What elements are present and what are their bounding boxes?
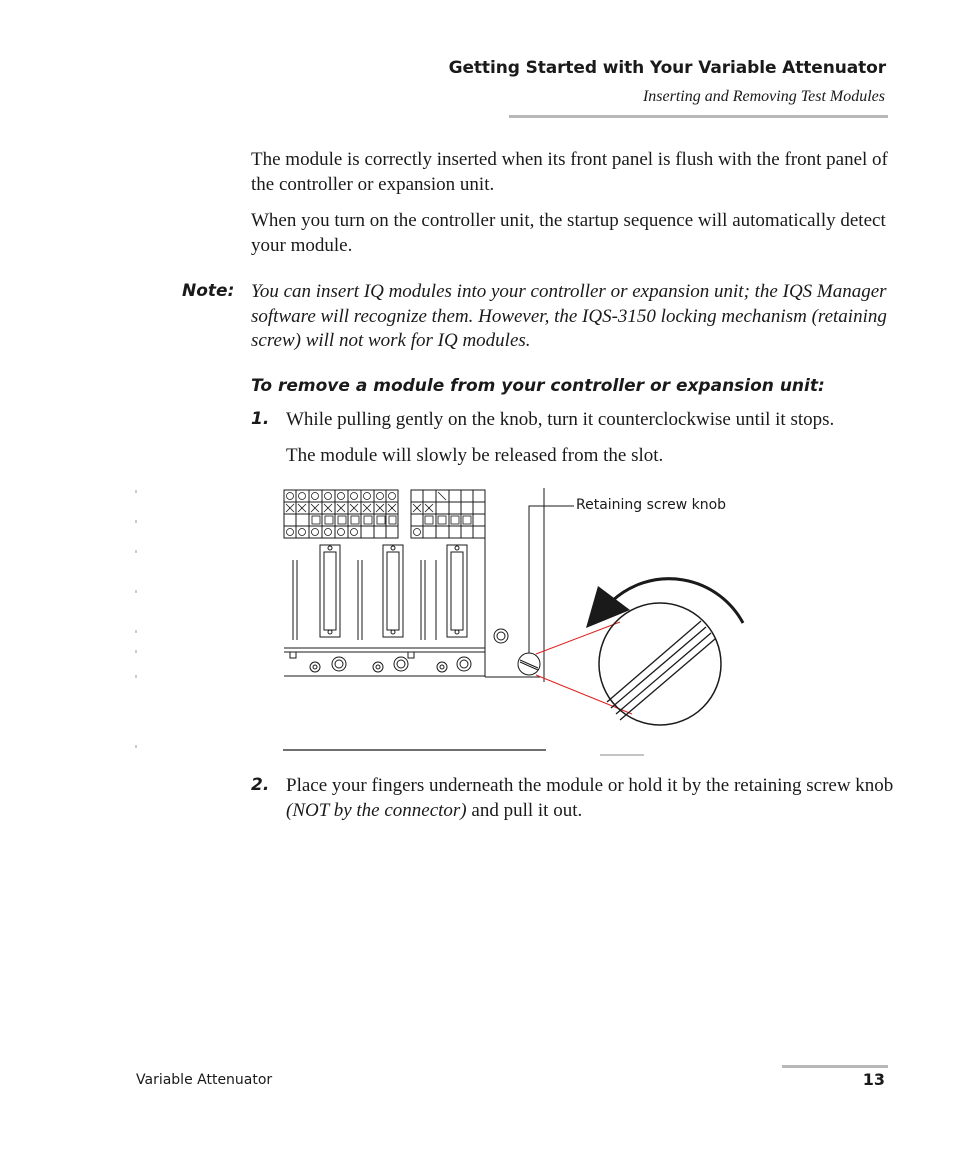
connector-grid-right [411, 490, 485, 538]
procedure-title: To remove a module from your controller or expansion unit: [251, 376, 825, 396]
step-2-number: 2. [251, 775, 270, 795]
note-text: You can insert IQ modules into your controller or expansion unit; the IQS Manager software will recognize them. However, the IQS-3150 locking mechanism (retaining screw) will not work for IQ modules. [251, 281, 887, 351]
enlarged-knob-detail [599, 603, 721, 725]
footer-rule [782, 1065, 888, 1068]
section-title: Inserting and Removing Test Modules [642, 88, 885, 105]
step-2-text [286, 773, 896, 823]
bottom-rail [284, 648, 485, 676]
step-1-number: 1. [251, 409, 270, 429]
footer-doc-title: Variable Attenuator [136, 1072, 273, 1088]
chapter-title: Getting Started with Your Variable Attenuator [448, 58, 886, 78]
module-slots [293, 545, 467, 640]
step-2-text-start: Place your fingers underneath the module or hold it by the retaining screw knob [286, 775, 894, 796]
note-label: Note: [182, 281, 235, 301]
retaining-screw-knob [518, 653, 540, 675]
callout-leader [529, 506, 574, 653]
page-number: 13 [862, 1070, 885, 1089]
step-1-result: The module will slowly be released from the slot. [286, 445, 664, 466]
zoom-lines [536, 622, 632, 714]
paragraph-startup-detect: When you turn on the controller unit, the startup sequence will automatically detect your module. [251, 210, 886, 256]
retaining-screw-knob-label: Retaining screw knob [576, 497, 727, 513]
step-1-text: While pulling gently on the knob, turn it counterclockwise until it stops. [286, 409, 835, 430]
connector-grid-left [284, 490, 398, 538]
paragraph-module-inserted: The module is correctly inserted when its front panel is flush with the front panel of the controller or expansion unit. [251, 149, 888, 195]
step-2-text-end: and pull it out. [466, 800, 583, 821]
step-2-text-emphasis: (NOT by the connector) [286, 800, 467, 821]
